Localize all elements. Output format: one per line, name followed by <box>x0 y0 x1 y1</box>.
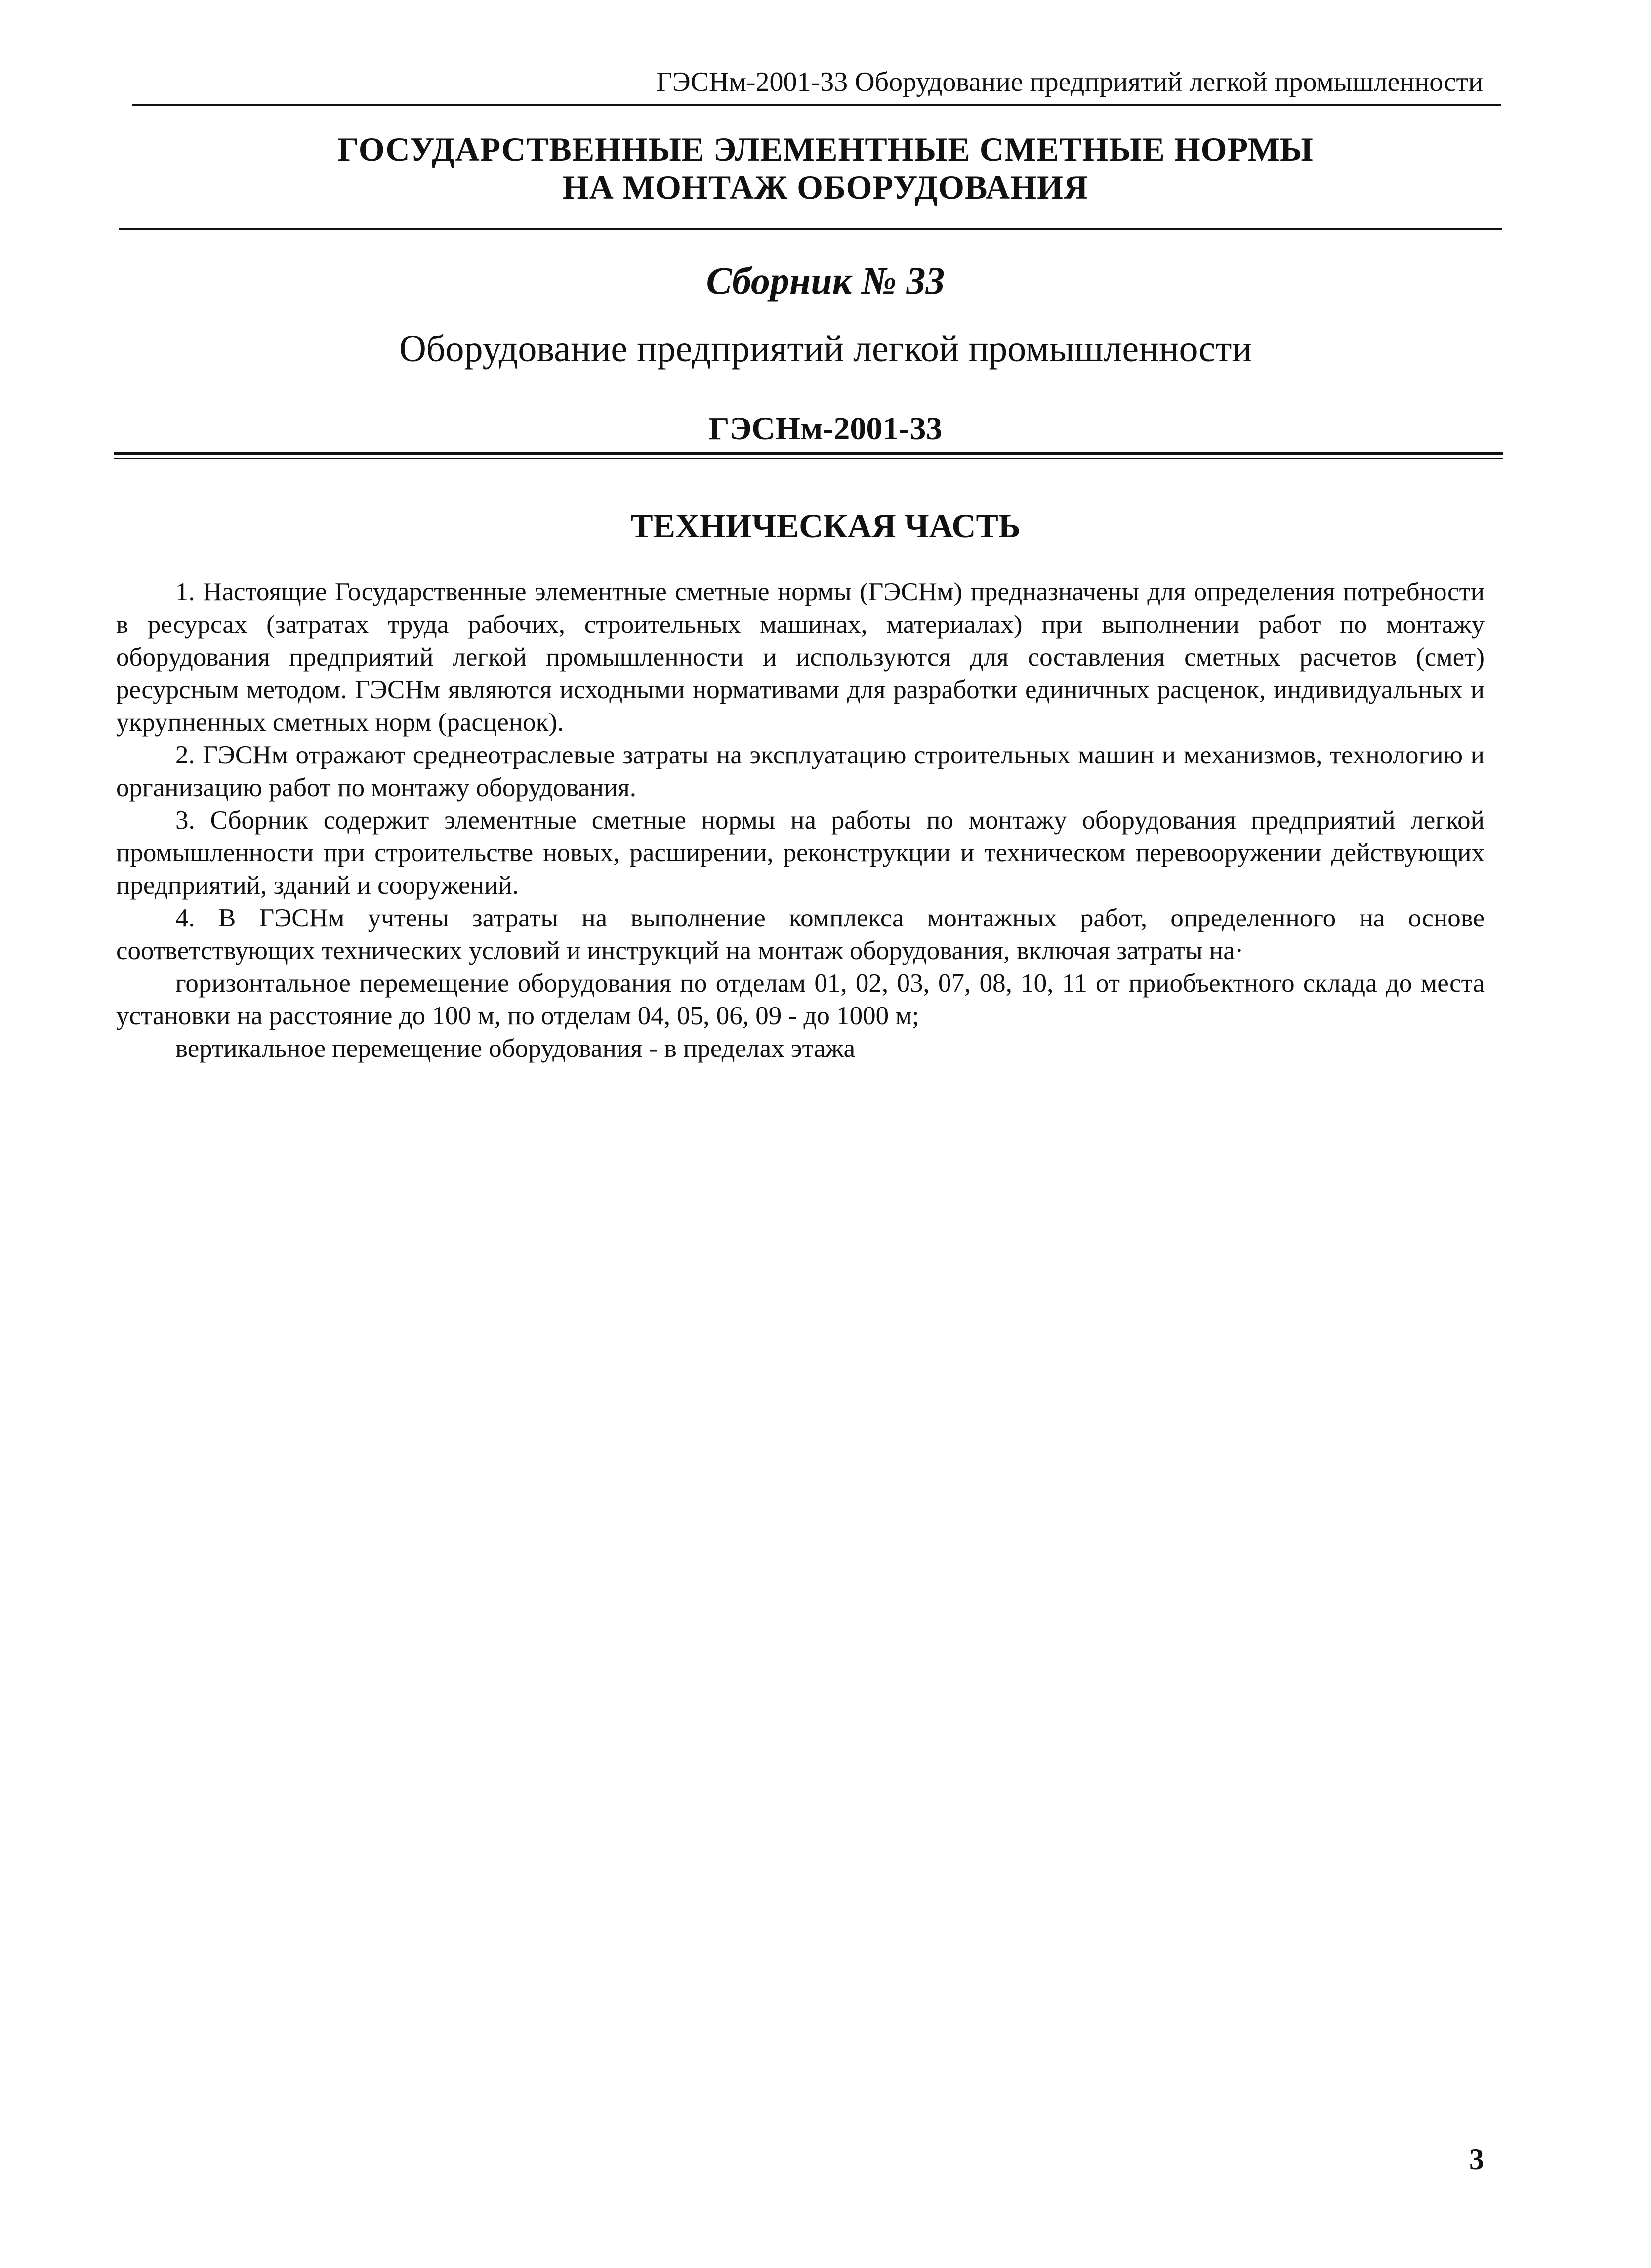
section-body <box>116 576 1485 1065</box>
code-rule-thick <box>114 452 1503 455</box>
paragraph: 1. Настоящие Государственные элементные сметные нормы (ГЭСНм) предназначены для определения потребности в ресурсах (затратах труда рабочих, строительных машинах, материалах) при выполнении работ по монтажу оборудования предприятий легкой промышленности и используются для составления сметных расчетов (смет) ресурсным методом. ГЭСНм являются исходными нормативами для разработки единичных расценок, индивидуальных и укрупненных сметных норм (расценок). <box>116 578 1485 737</box>
header-rule <box>132 104 1501 106</box>
paragraph: 3. Сборник содержит элементные сметные нормы на работы по монтажу оборудования предприятий легкой промышленности при строительстве новых, расширении, реконструкции и техническом перевооружении действующих предприятий, зданий и сооружений. <box>116 806 1485 900</box>
section-title: ТЕХНИЧЕСКАЯ ЧАСТЬ <box>630 507 1021 545</box>
page-number: 3 <box>1469 2143 1484 2176</box>
collection-name: Сборник № 33 <box>706 259 945 302</box>
document-title-line-2: НА МОНТАЖ ОБОРУДОВАНИЯ <box>562 168 1089 206</box>
document-title-line-1: ГОСУДАРСТВЕННЫЕ ЭЛЕМЕНТНЫЕ СМЕТНЫЕ НОРМЫ <box>337 130 1314 168</box>
paragraph: горизонтальное перемещение оборудования по отделам 01, 02, 03, 07, 08, 10, 11 от приобъектного склада до места установки на расстояние до 100 м, по отделам 04, 05, 06, 09 - до 1000 м; <box>116 969 1485 1030</box>
title-rule <box>119 228 1502 230</box>
collection-subject: Оборудование предприятий легкой промышленности <box>399 328 1252 370</box>
paragraph: вертикальное перемещение оборудования - в пределах этажа <box>175 1034 856 1063</box>
code-rule-thin <box>114 458 1503 459</box>
collection-code: ГЭСНм-2001-33 <box>708 411 943 447</box>
running-header: ГЭСНм-2001-33 Оборудование предприятий легкой промышленности <box>656 67 1483 97</box>
paragraph: 2. ГЭСНм отражают среднеотраслевые затраты на эксплуатацию строительных машин и механизмов, технологию и организацию работ по монтажу оборудования. <box>116 741 1485 802</box>
paragraph: 4. В ГЭСНм учтены затраты на выполнение комплекса монтажных работ, определенного на основе соответствующих технических условий и инструкций на монтаж оборудования, включая затраты на· <box>116 904 1485 965</box>
